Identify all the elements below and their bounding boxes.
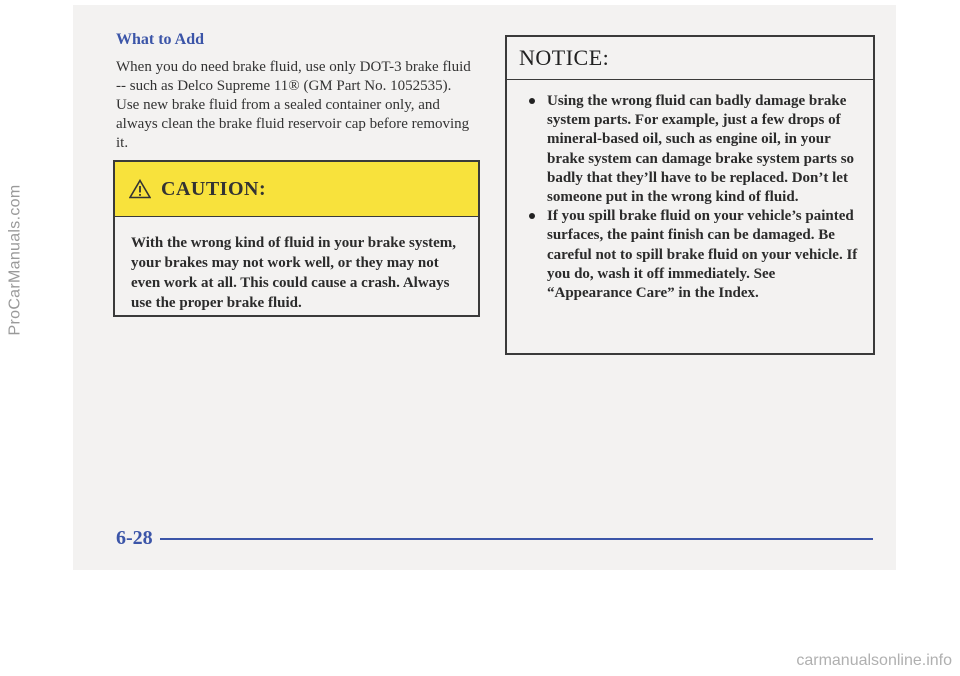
notice-header — [507, 37, 873, 80]
watermark-left-text: ProCarManuals.com — [6, 184, 23, 336]
notice-item: Using the wrong fluid can badly damage brake system parts. For example, just a few drops of mineral-based oil, such as engine oil, in your brake system can damage brake system parts so badly that they’ll have to be replaced. Don’t let someone put in the wrong kind of fluid. — [529, 92, 863, 207]
watermark-bottom: carmanualsonline.info — [796, 652, 952, 669]
page-number: 6-28 — [116, 527, 153, 549]
section-heading: What to Add — [116, 31, 205, 48]
section-body-text: When you do need brake fluid, use only DOT-3 brake fluid -- such as Delco Supreme 11® (GM Part No. 1052535). Use new brake fluid from a sealed container only, and always clean the brake fluid reservoir cap before removing it. — [116, 59, 471, 151]
caution-header — [115, 162, 478, 217]
notice-box — [505, 35, 875, 355]
notice-title: NOTICE: — [519, 45, 610, 70]
caution-title: CAUTION: — [161, 177, 267, 200]
warning-triangle-icon — [129, 179, 151, 199]
caution-body: With the wrong kind of fluid in your brake system, your brakes may not work well, or they may not even work at all. This could cause a crash. Always use the proper brake fluid. — [131, 235, 457, 311]
notice-item: If you spill brake fluid on your vehicle’s painted surfaces, the paint finish can be damaged. Be careful not to spill brake fluid on your vehicle. If you do, wash it off immediately. See “Appearance Care” in the Index. — [529, 207, 863, 303]
footer-rule — [160, 538, 873, 540]
caution-box — [113, 160, 480, 317]
notice-list — [507, 80, 873, 303]
watermark-left — [4, 110, 26, 410]
